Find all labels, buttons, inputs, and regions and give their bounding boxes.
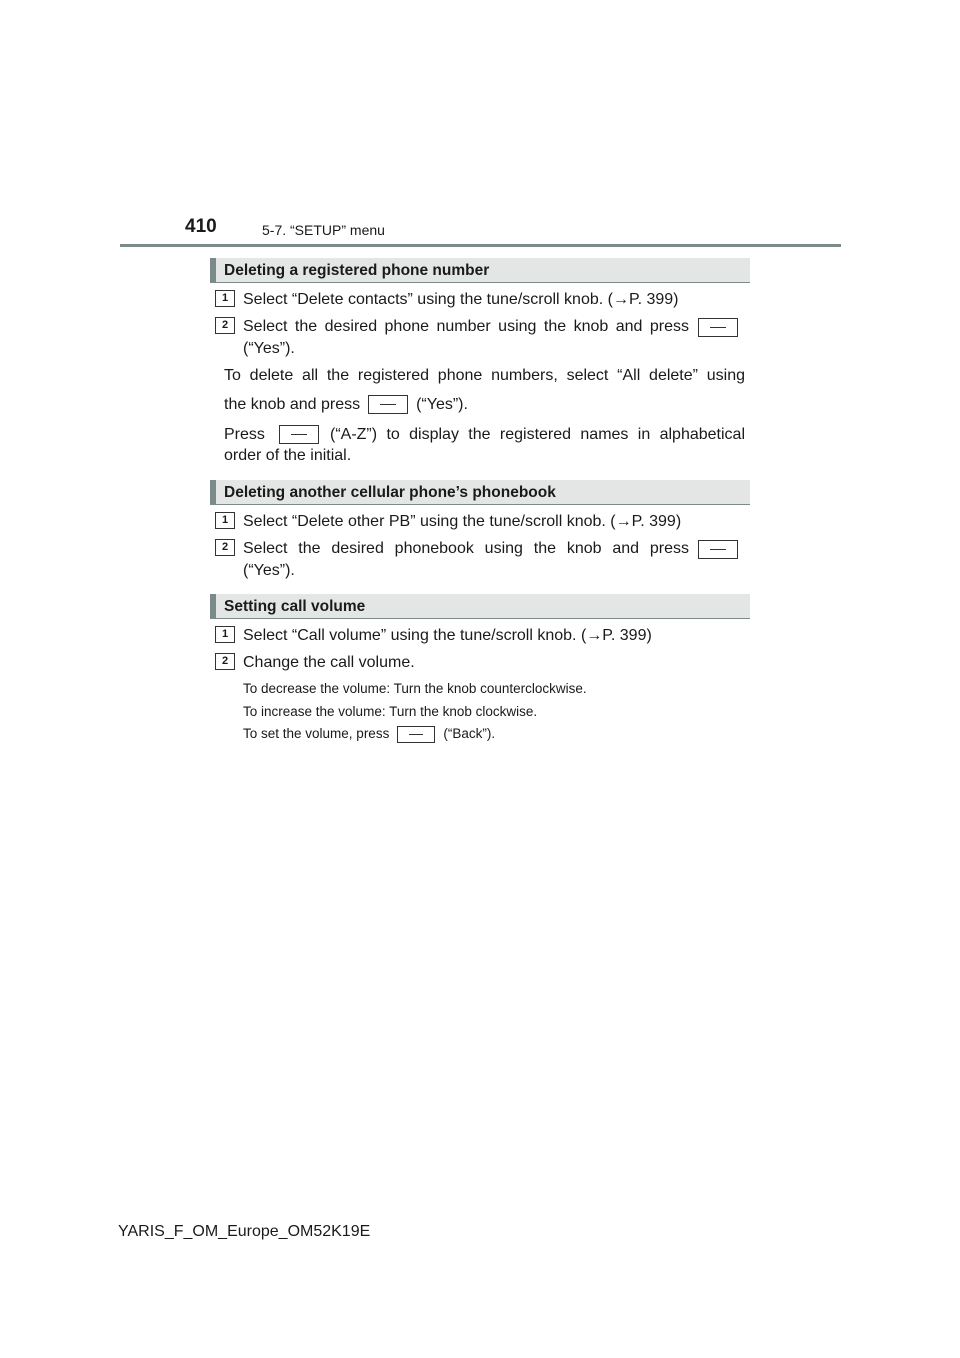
step-number-1: 1 (215, 512, 235, 529)
step-number-2: 2 (215, 317, 235, 334)
step-number-1: 1 (215, 626, 235, 643)
step-number-2: 2 (215, 539, 235, 556)
page-number: 410 (185, 216, 217, 237)
section-heading-delete-number: Deleting a registered phone number (210, 258, 750, 283)
step-number-1: 1 (215, 290, 235, 307)
note-all-delete: To delete all the registered phone numbers, select “All delete” using (224, 367, 745, 384)
yes-key-icon (698, 318, 738, 337)
yes-key-icon (698, 540, 738, 559)
note-all-delete-pre: the knob and press (224, 396, 361, 413)
step-1-text: Select “Delete contacts” using the tune/scroll knob. (→P. 399) (243, 291, 679, 308)
detail-increase: To increase the volume: Turn the knob clockwise. (243, 704, 538, 719)
detail-back-pre: To set the volume, press (243, 726, 390, 741)
detail-back-post: (“Back”). (443, 726, 496, 741)
note-all-delete-cont (224, 394, 468, 416)
step-1-text: Select “Delete other PB” using the tune/scroll knob. (→P. 399) (243, 513, 682, 530)
document-code: YARIS_F_OM_Europe_OM52K19E (118, 1223, 371, 1240)
step-1-text: Select “Call volume” using the tune/scroll knob. (→P. 399) (243, 627, 652, 644)
section-heading-delete-phonebook: Deleting another cellular phone’s phonebook (210, 480, 750, 505)
back-key-icon (397, 726, 435, 743)
section-heading-call-volume: Setting call volume (210, 594, 750, 619)
az-key-icon (279, 425, 319, 444)
step-2-text: Change the call volume. (243, 654, 415, 671)
note-az-post: (“A-Z”) to display the registered names in alphabetical (330, 426, 745, 443)
step-2-text: Select the desired phonebook using the knob and press (243, 540, 689, 557)
detail-back (243, 725, 495, 743)
step-number-2: 2 (215, 653, 235, 670)
note-az-pre: Press (224, 426, 265, 443)
step-2-text: Select the desired phone number using the knob and press (243, 318, 689, 335)
yes-key-icon (368, 395, 408, 414)
step-2-text-cont: (“Yes”). (243, 340, 295, 357)
note-all-delete-post: (“Yes”). (416, 396, 468, 413)
chapter-title: 5-7. “SETUP” menu (262, 222, 385, 238)
step-2-text-cont: (“Yes”). (243, 562, 295, 579)
detail-decrease: To decrease the volume: Turn the knob counterclockwise. (243, 681, 587, 696)
note-az-cont: order of the initial. (224, 447, 352, 464)
header-rule (120, 244, 841, 247)
